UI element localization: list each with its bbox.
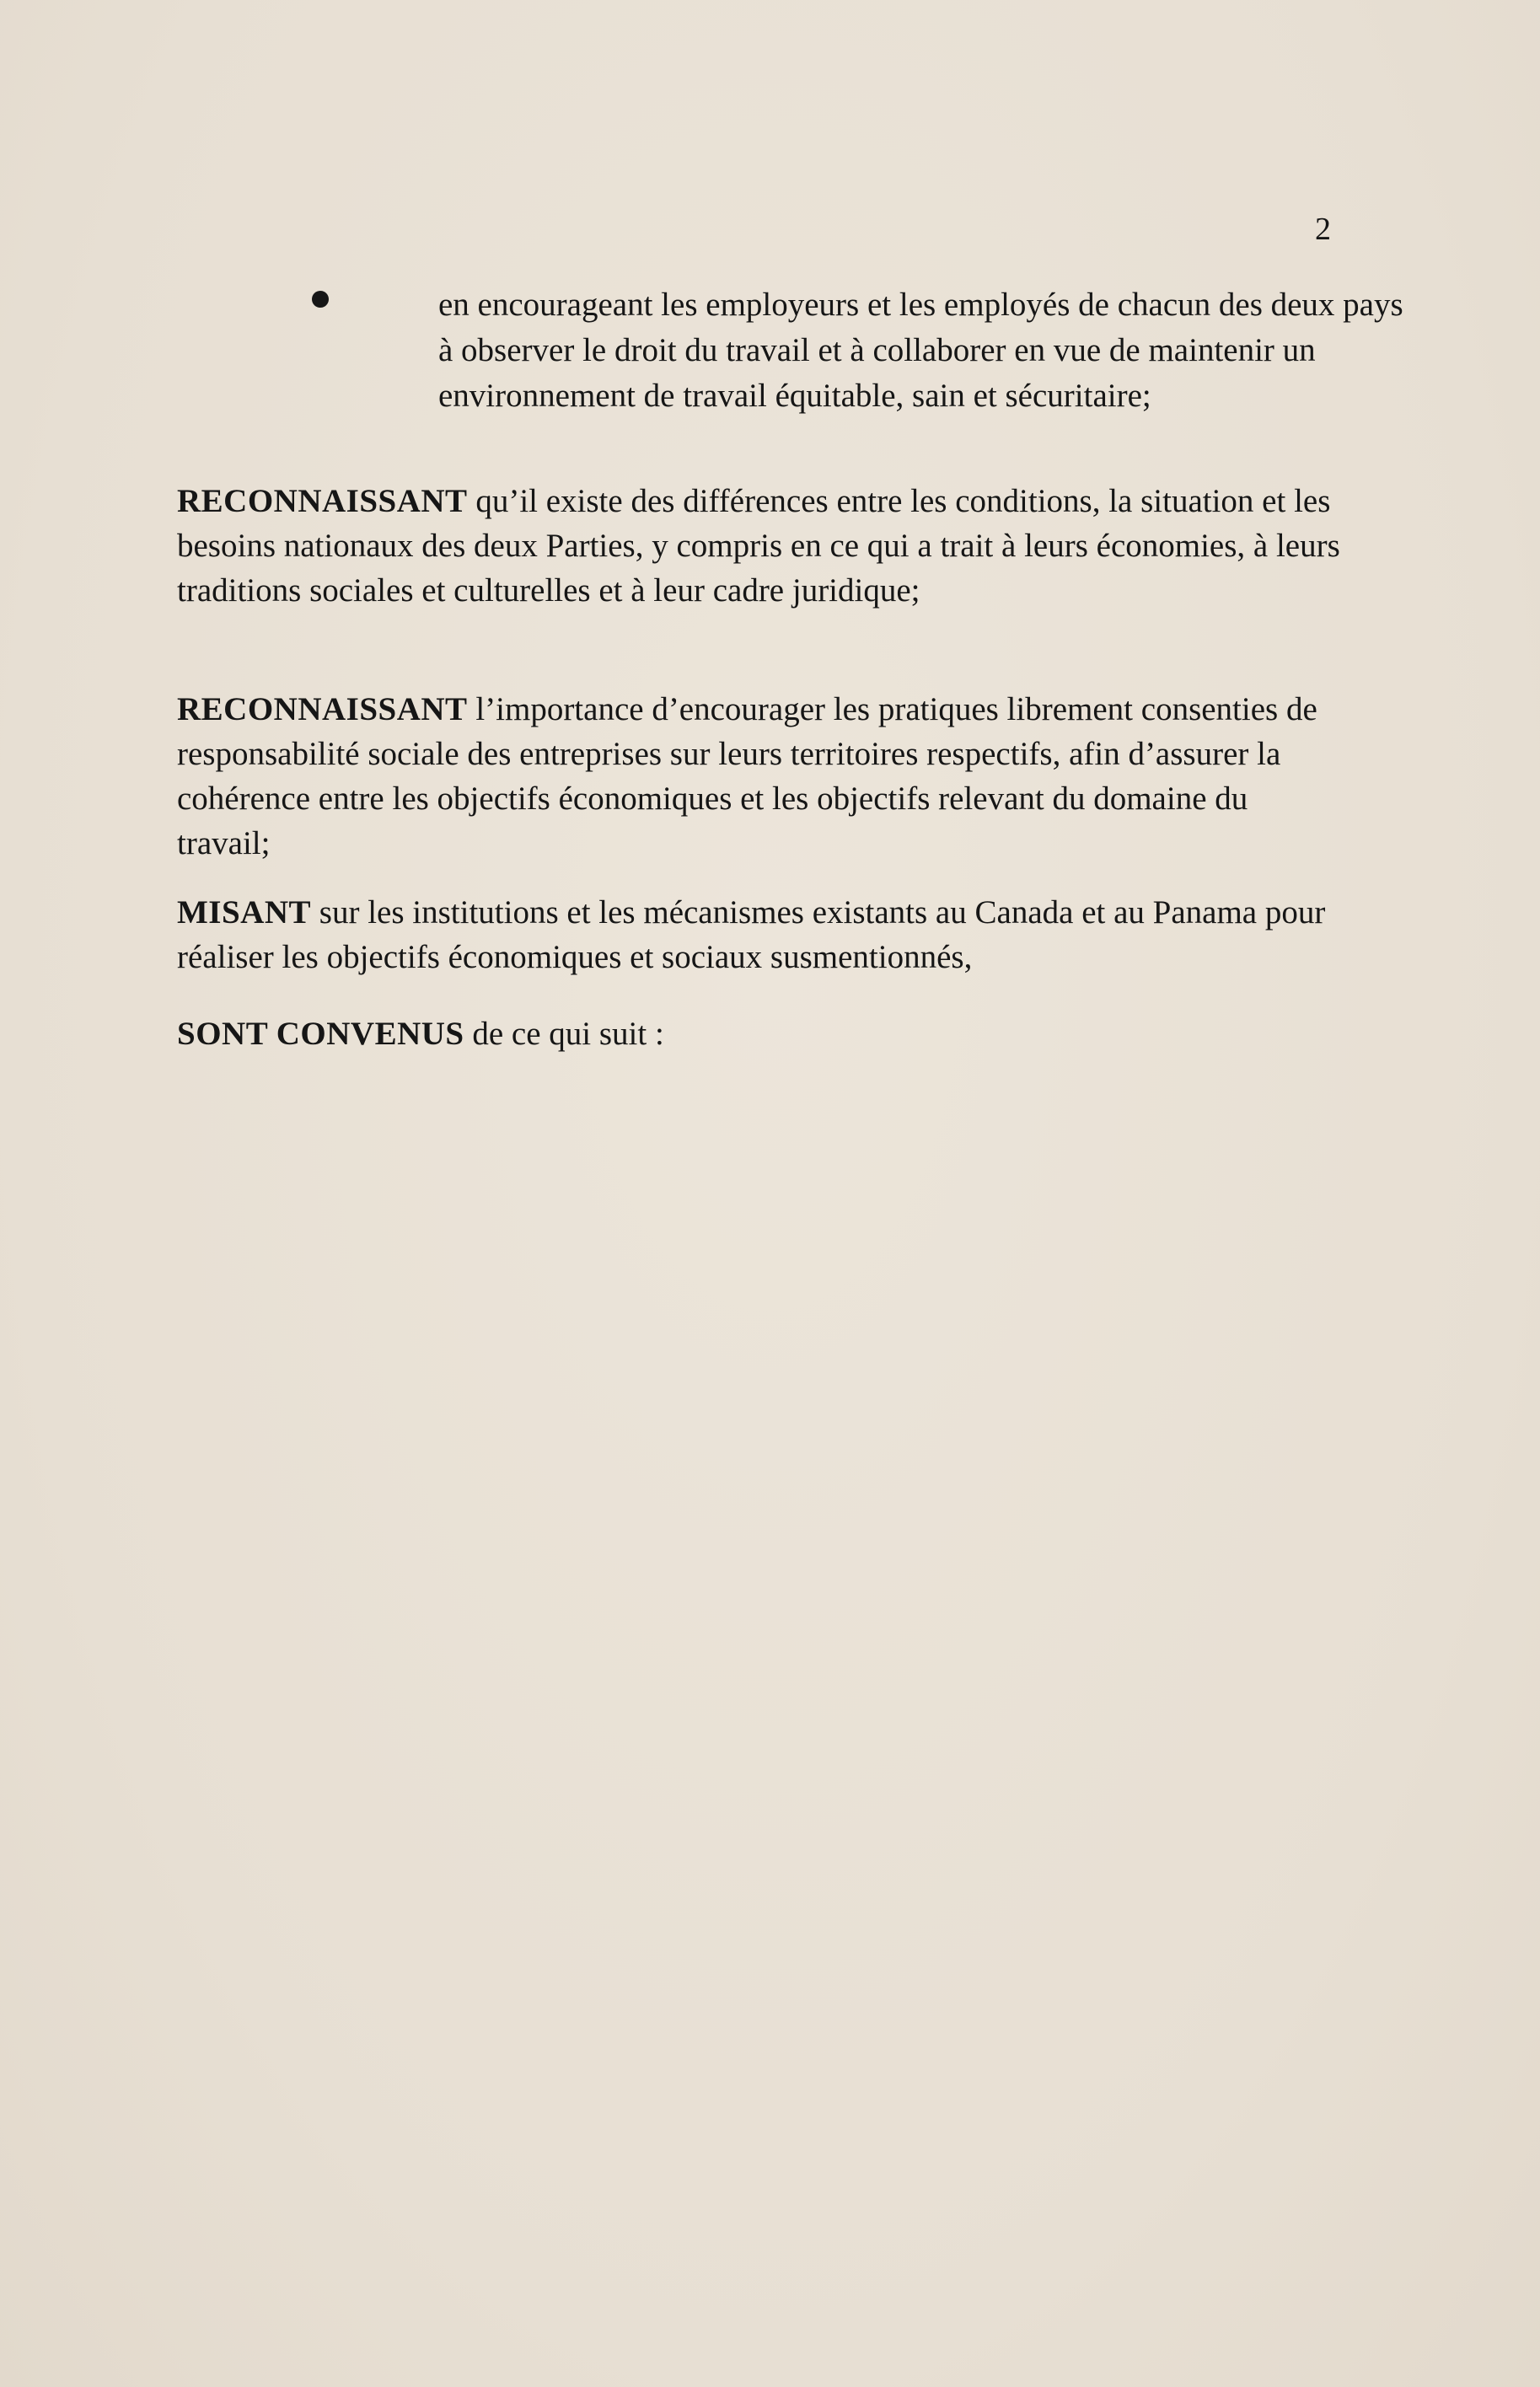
paragraph-text: de ce qui suit : <box>464 1016 664 1052</box>
paragraph-lead: RECONNAISSANT <box>177 483 468 519</box>
paragraph-text: sur les institutions et les mécanismes existants au Canada et au Panama pour réaliser les objectifs économiques et sociaux susmentionnés, <box>177 894 1326 975</box>
page-number: 2 <box>1315 212 1331 247</box>
paragraph-lead: RECONNAISSANT <box>177 691 468 727</box>
paragraph-text: l’importance d’encourager les pratiques librement consenties de responsabilité sociale des entreprises sur leurs territoires respectifs, afin d’assurer la cohérence entre les objectifs économiques et les objectifs relevant du domaine du travail; <box>177 691 1317 861</box>
paragraph-lead: MISANT <box>177 894 312 931</box>
paragraph-reconnaissant-differences <box>177 479 1349 613</box>
paragraph-lead: SONT CONVENUS <box>177 1016 464 1052</box>
paragraph-text: qu’il existe des différences entre les conditions, la situation et les besoins nationaux des deux Parties, y compris en ce qui a trait à leurs économies, à leurs traditions sociales et culturelles et à leur cadre juridique; <box>177 483 1340 609</box>
paragraph-reconnaissant-importance <box>177 687 1349 866</box>
paragraph-misant <box>177 890 1349 979</box>
bullet-text: en encourageant les employeurs et les employés de chacun des deux pays à observer le droit du travail et à collaborer en vue de maintenir un environnement de travail équitable, sain et sécuritaire; <box>438 287 1403 414</box>
paragraph-sont-convenus <box>177 1011 1349 1056</box>
bullet-icon <box>312 291 329 308</box>
